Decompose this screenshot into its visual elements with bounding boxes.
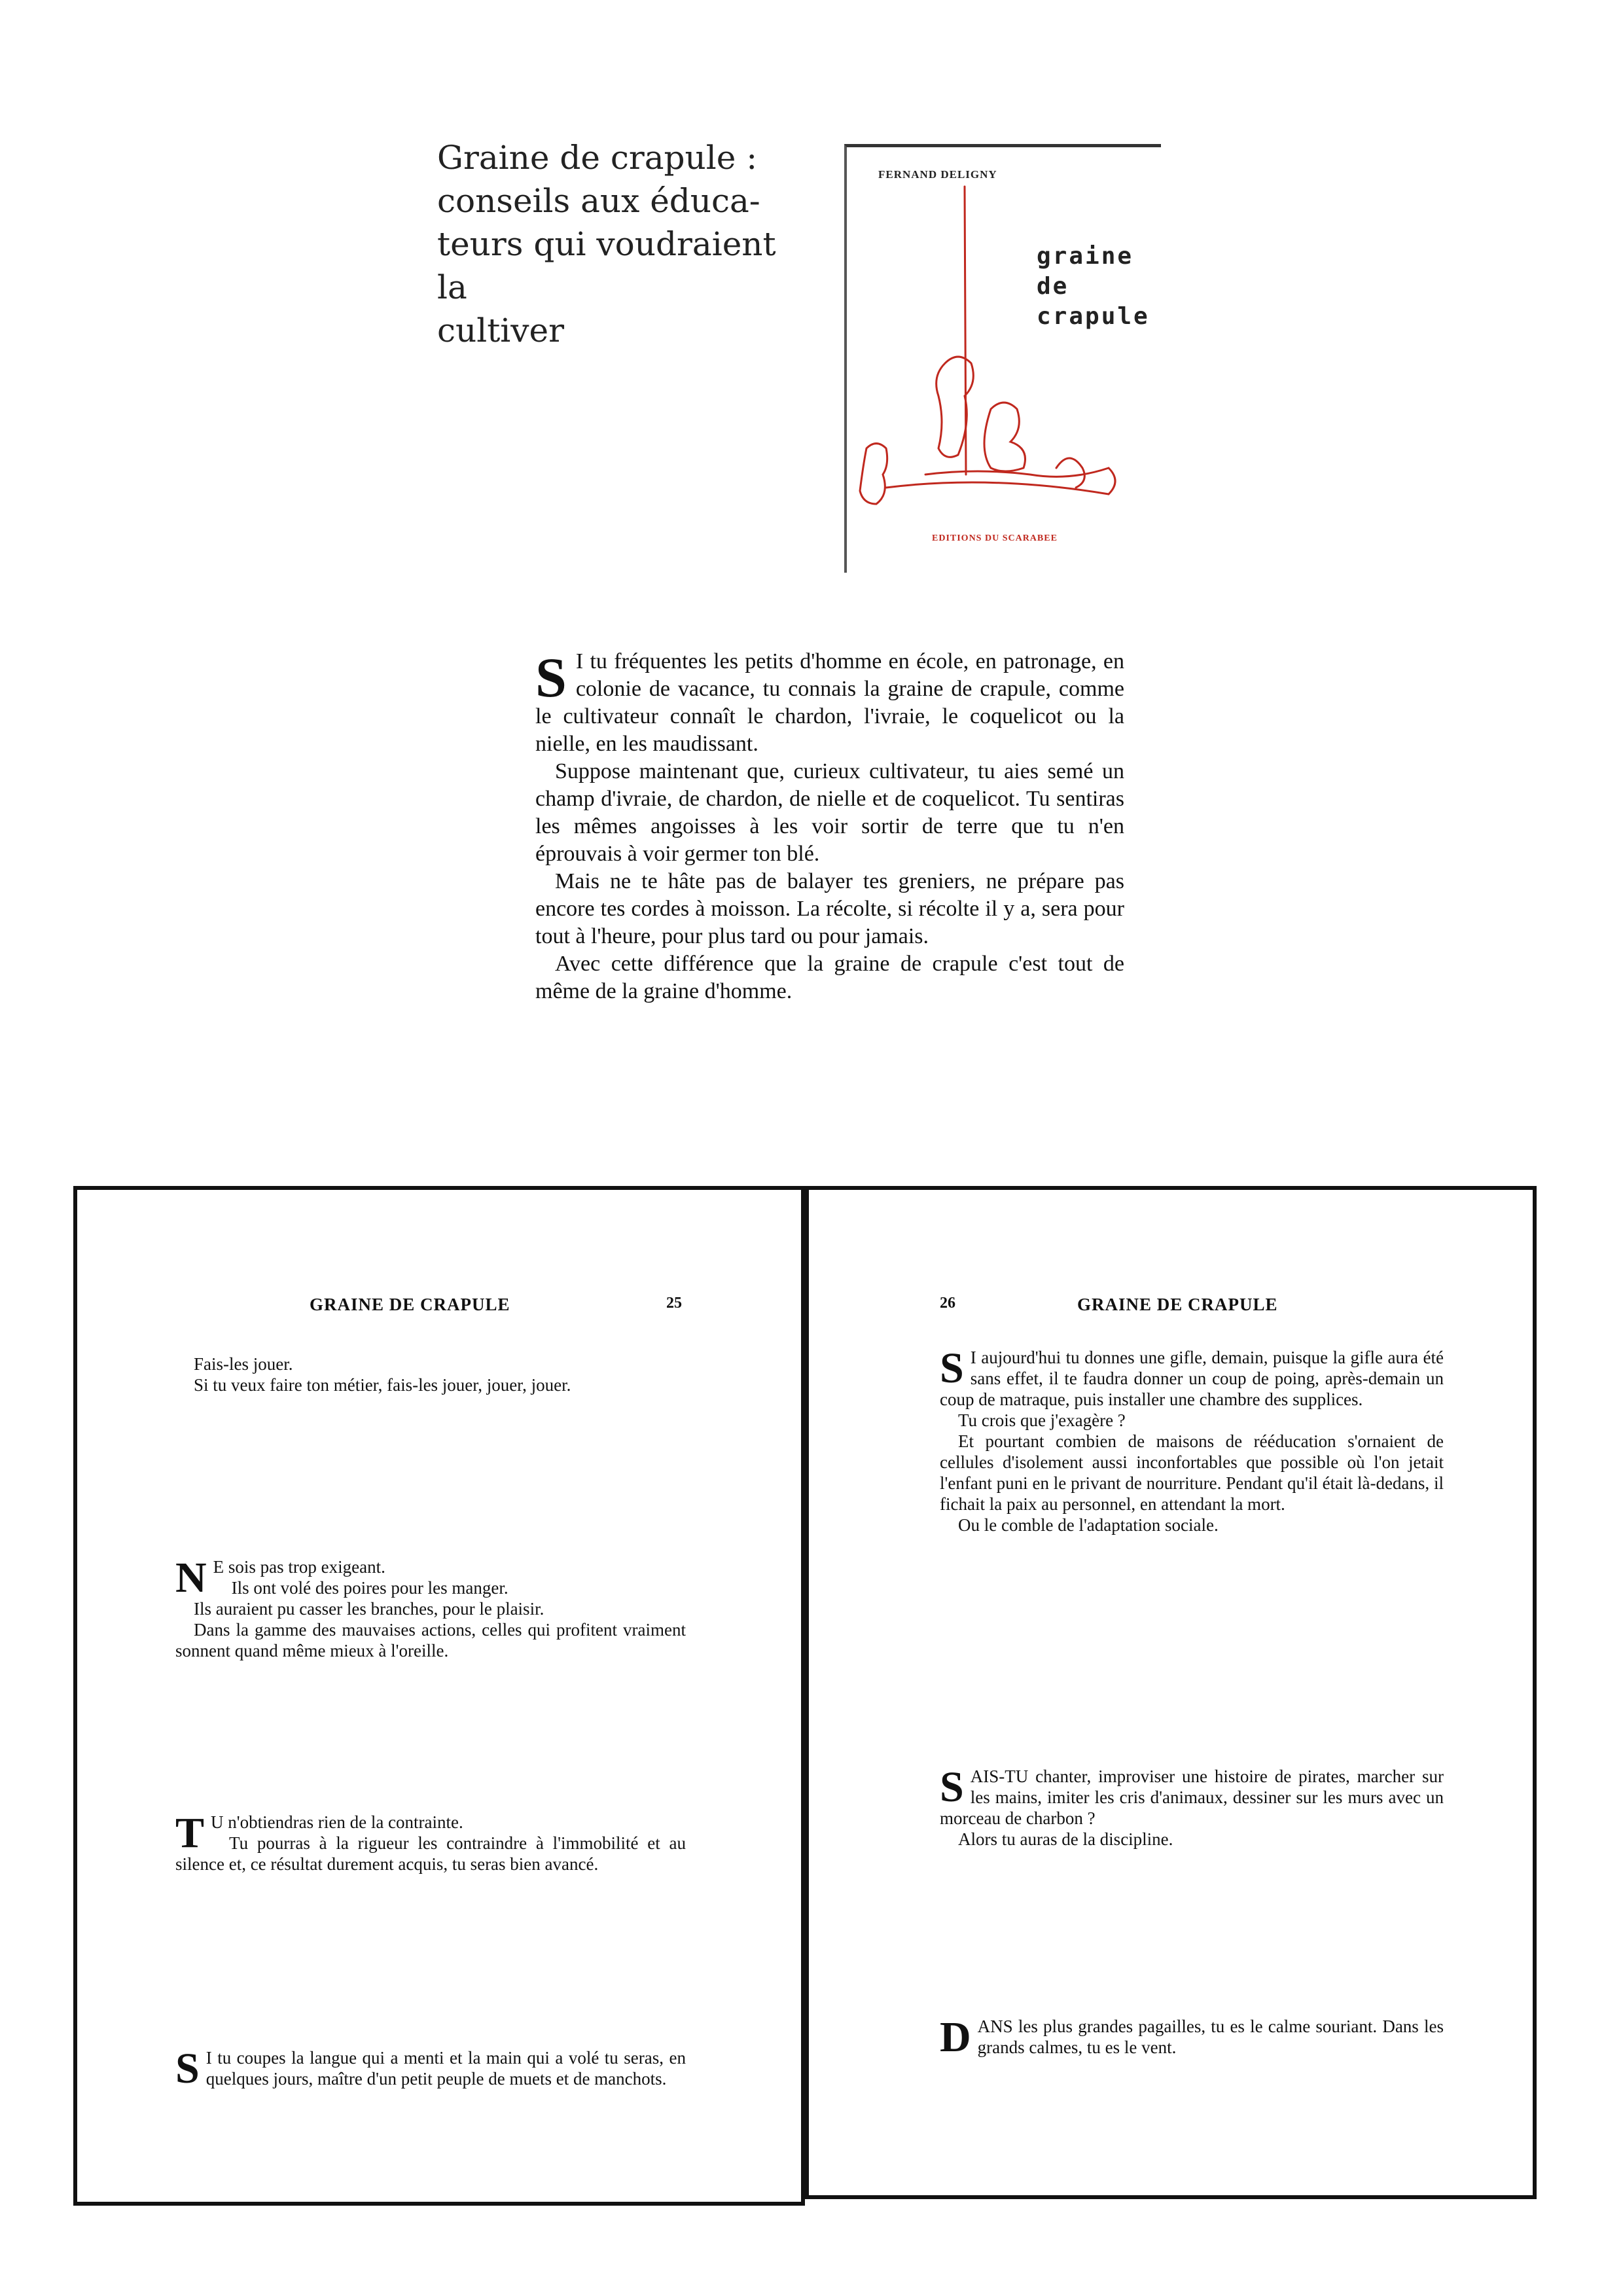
cover-author: FERNAND DELIGNY — [878, 168, 997, 181]
intro-text — [535, 648, 1124, 1005]
paragraph: Tu crois que j'exagère ? — [958, 1410, 1126, 1430]
paragraph: Ils ont volé des poires pour les manger. — [231, 1578, 508, 1598]
paragraph-text: E sois pas trop exigeant. — [213, 1557, 385, 1577]
cover-publisher: EDITIONS DU SCARABEE — [932, 533, 1058, 543]
paragraph-text: U n'obtiendras rien de la contrainte. — [211, 1812, 463, 1832]
document-title — [437, 136, 804, 352]
paragraph-text: I tu fréquentes les petits d'homme en école, en patronage, en colonie de vacance, tu connais la graine de crapule, comme le cultivateur connaît le chardon, l'ivraie, le coquelicot ou la nielle, en les maudissant. — [535, 649, 1124, 756]
drop-cap: S — [175, 2045, 200, 2092]
section — [175, 1354, 686, 1395]
title-line: teurs qui voudraient la — [437, 225, 776, 306]
cover-title — [1037, 242, 1150, 332]
running-head: GRAINE DE CRAPULE — [1077, 1295, 1278, 1314]
title-line: conseils aux éduca- — [437, 182, 760, 220]
paragraph: Suppose maintenant que, curieux cultivateur, tu aies semé un champ d'ivraie, de chardon, de nielle et de coquelicot. Tu sentiras les mêmes angoisses à les voir sortir de terre que tu n'en éprouvais à voir germer ton blé. — [535, 759, 1124, 866]
section — [940, 1344, 1444, 1535]
cover-title-line: crapule — [1037, 303, 1150, 330]
paragraph — [175, 2045, 686, 2092]
paragraph-text: ANS les plus grandes pagailles, tu es le calme souriant. Dans les grands calmes, tu es le vent. — [977, 2017, 1444, 2057]
title-line: cultiver — [437, 312, 565, 350]
paragraph: Tu pourras à la rigueur les contraindre à l'immobilité et au silence et, ce résultat durement acquis, tu seras bien avancé. — [175, 1833, 686, 1874]
running-head: GRAINE DE CRAPULE — [310, 1295, 510, 1314]
paragraph: Dans la gamme des mauvaises actions, celles qui profitent vraiment sonnent quand même mieux à l'oreille. — [175, 1620, 686, 1660]
page-number: 25 — [666, 1295, 682, 1312]
section — [175, 1809, 686, 1874]
paragraph: Fais-les jouer. — [194, 1354, 293, 1374]
section — [940, 2013, 1444, 2061]
paragraph: Ou le comble de l'adaptation sociale. — [958, 1515, 1219, 1535]
drop-cap: T — [175, 1809, 205, 1857]
paragraph: Si tu veux faire ton métier, fais-les jouer, jouer, jouer. — [194, 1375, 571, 1395]
drop-cap: N — [175, 1554, 207, 1602]
drop-cap: S — [940, 1763, 964, 1811]
drop-cap: S — [940, 1344, 964, 1392]
paragraph — [940, 1344, 1444, 1410]
book-page-26 — [805, 1186, 1537, 2199]
title-line: Graine de crapule : — [437, 139, 758, 177]
paragraph: Et pourtant combien de maisons de rééducation s'ornaient de cellules d'isolement aussi inconfortables que possible où l'on jetait l'enfant puni en le privant de nourriture. Pendant qu'il était là-dedans, il fichait la paix au personnel, en attendant la mort. — [940, 1431, 1444, 1514]
book-cover — [844, 144, 1161, 573]
paragraph — [940, 2013, 1444, 2061]
cover-illustration — [847, 147, 1161, 573]
paragraph-text: I tu coupes la langue qui a menti et la main qui a volé tu seras, en quelques jours, maître d'un petit peuple de muets et de manchots. — [205, 2048, 686, 2089]
paragraph: Ils auraient pu casser les branches, pour le plaisir. — [194, 1599, 544, 1619]
section — [175, 2045, 686, 2092]
paragraph: Alors tu auras de la discipline. — [958, 1829, 1173, 1849]
paragraph-text: AIS-TU chanter, improviser une histoire de pirates, marcher sur les mains, imiter les cris d'animaux, dessiner sur les murs avec un morceau de charbon ? — [940, 1767, 1444, 1828]
drop-cap: D — [940, 2013, 971, 2061]
cover-title-line: de — [1037, 273, 1069, 300]
paragraph — [940, 1763, 1444, 1829]
paragraph: Mais ne te hâte pas de balayer tes greniers, ne prépare pas encore tes cordes à moisson. La récolte, si récolte il y a, sera pour tout à l'heure, pour plus tard ou pour jamais. — [535, 869, 1124, 948]
drop-cap: S — [535, 646, 567, 709]
page-number: 26 — [940, 1295, 955, 1312]
paragraph: Avec cette différence que la graine de crapule c'est tout de même de la graine d'homme. — [535, 952, 1124, 1003]
book-page-25 — [73, 1186, 805, 2206]
section — [175, 1556, 686, 1661]
cover-title-line: graine — [1037, 243, 1134, 270]
paragraph-text: I aujourd'hui tu donnes une gifle, demain, puisque la gifle aura été sans effet, il te faudra donner un coup de poing, après-demain un coup de matraque, puis installer une chambre des supplices. — [940, 1348, 1444, 1409]
paragraph — [535, 648, 1124, 758]
section — [940, 1763, 1444, 1850]
